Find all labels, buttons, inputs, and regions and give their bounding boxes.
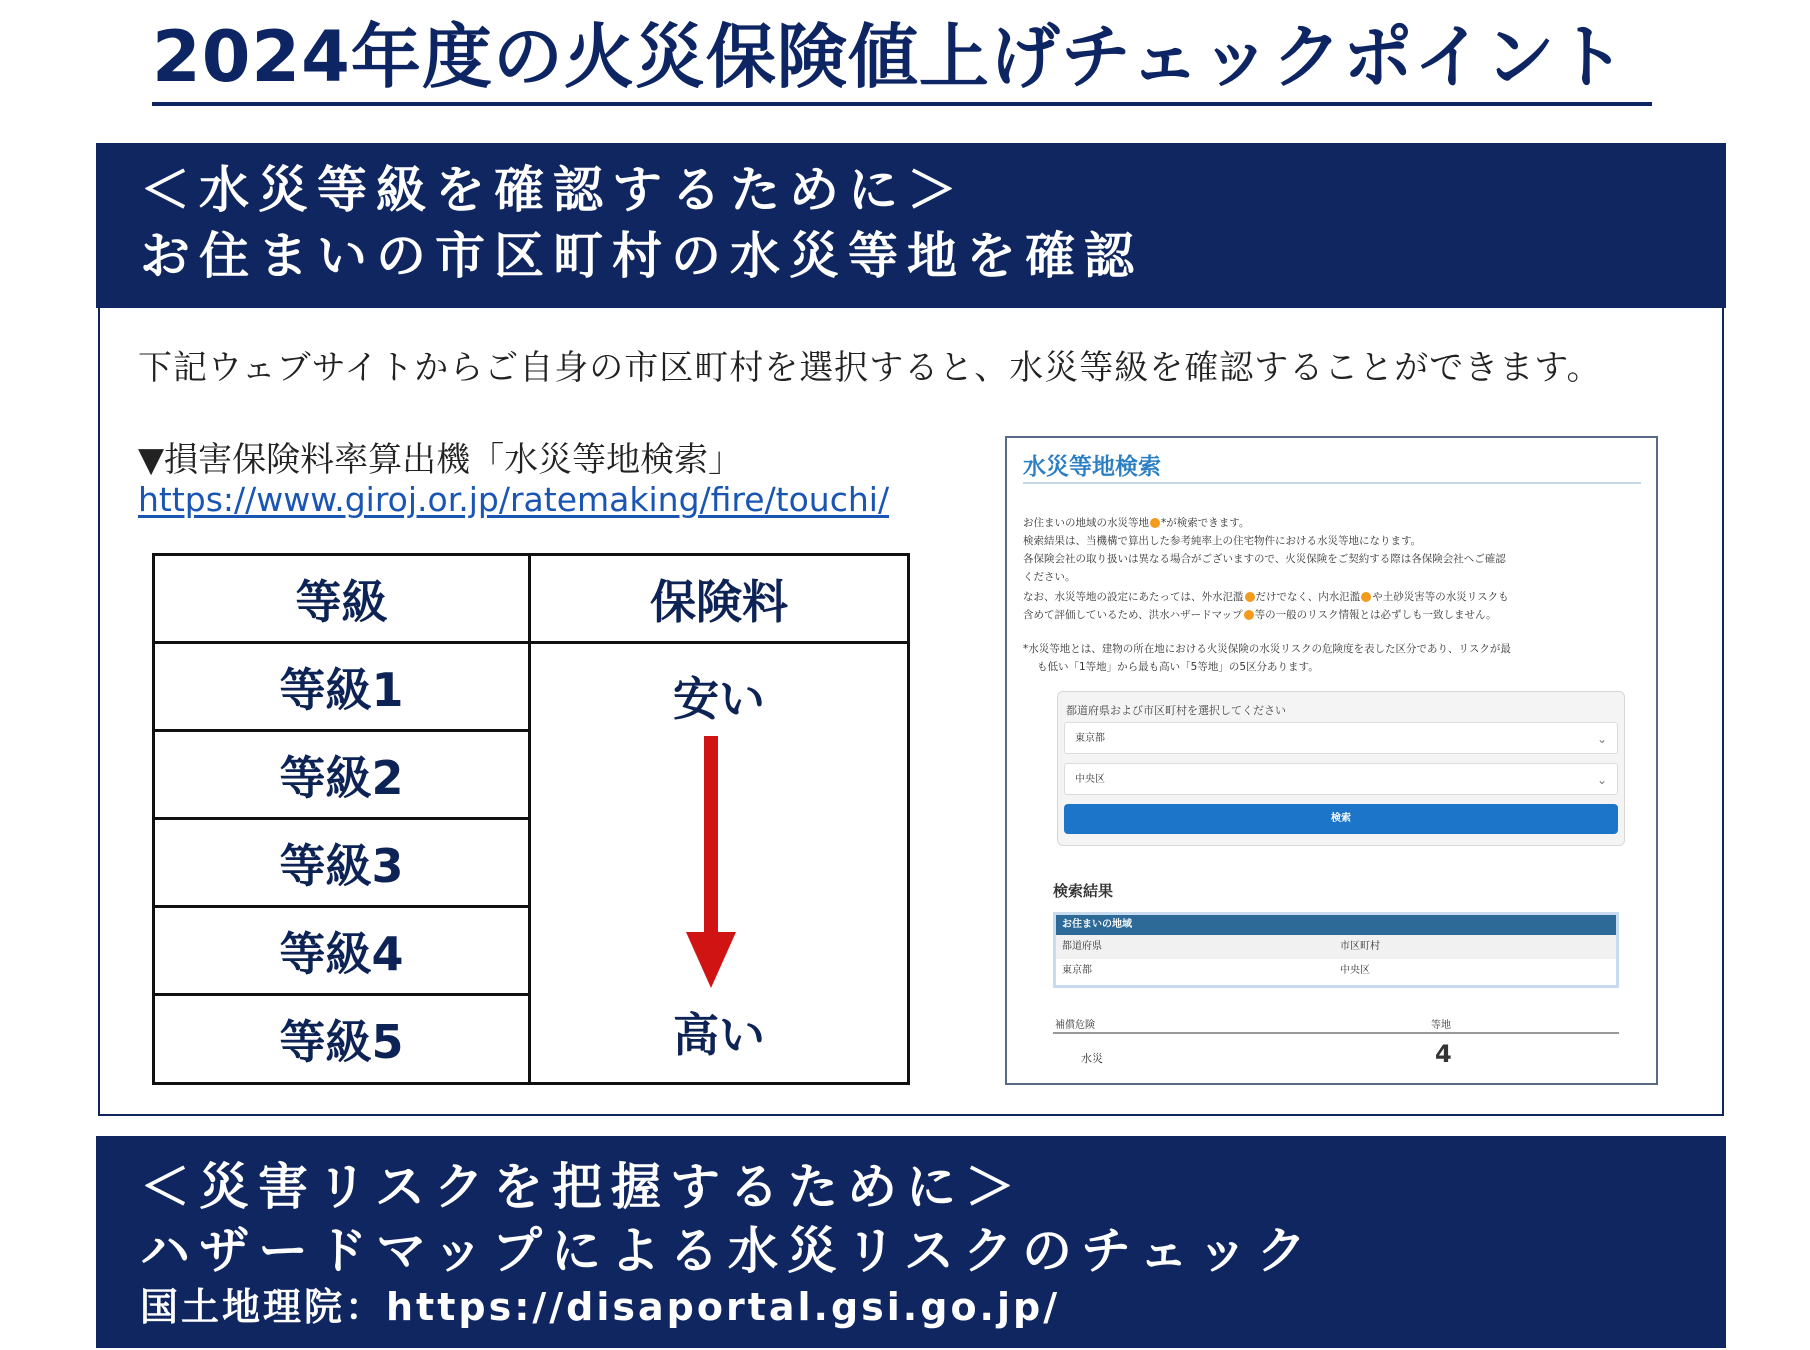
section2-heading-line1: ＜災害リスクを把握するために＞ <box>140 1158 1024 1216</box>
site-label: ▼損害保険料率算出機「水災等地検索」 <box>138 440 743 480</box>
row-pref: 東京都 <box>1062 965 1092 976</box>
arrow-down-icon <box>704 736 718 936</box>
section2-heading-line2: ハザードマップによる水災リスクのチェック <box>140 1222 1316 1280</box>
shot-note: も低い「1等地」から最も高い「5等地」の5区分あります。 <box>1037 661 1319 673</box>
shot-paragraph: なお、水災等地の設定にあたっては、外水氾濫 だけでなく、内水氾濫 や土砂災害等の水災リスクも <box>1023 591 1509 603</box>
risk-header: 補償危険 <box>1055 1020 1095 1031</box>
chevron-down-icon: ⌄ <box>1596 732 1607 746</box>
section1-banner <box>96 143 1726 308</box>
shot-paragraph: ください。 <box>1023 571 1076 583</box>
premium-low-label: 安い <box>673 672 765 726</box>
select-label: 都道府県および市区町村を選択してください <box>1066 704 1286 717</box>
prefecture-select[interactable]: 東京都 ⌄ <box>1064 722 1618 754</box>
intro-text: 下記ウェブサイトからご自身の市区町村を選択すると、水災等級を確認することができます。 <box>138 348 1602 388</box>
risk-name: 水災 <box>1081 1052 1103 1065</box>
section1-heading-line1: ＜水災等級を確認するために＞ <box>140 161 966 219</box>
shot-paragraph: お住まいの地域の水災等地 *が検索できます。 <box>1023 517 1250 529</box>
shot-paragraph: 含めて評価しているため、洪水ハザードマップ 等の一般のリスク情報とは必ずしも一致しません。 <box>1023 609 1497 621</box>
column-header-premium: 保険料 <box>650 574 788 629</box>
page-title: 2024年度の火災保険値上げチェックポイント <box>152 16 1627 98</box>
grade-table <box>152 553 910 1085</box>
chevron-down-icon: ⌄ <box>1596 773 1607 787</box>
title-underline <box>152 102 1652 106</box>
shot-title-divider <box>1023 482 1641 484</box>
grade-value: 4 <box>1435 1040 1452 1068</box>
grade-cell: 等級1 <box>279 662 404 717</box>
info-icon[interactable] <box>1361 592 1371 602</box>
info-icon[interactable] <box>1150 518 1160 528</box>
section2-source: 国土地理院：https://disaportal.gsi.go.jp/ <box>140 1285 1061 1329</box>
table-row <box>1056 935 1616 959</box>
column-header-grade: 等級 <box>295 574 388 629</box>
info-icon[interactable] <box>1244 610 1254 620</box>
search-site-screenshot <box>1005 436 1658 1085</box>
results-title: 検索結果 <box>1053 882 1114 900</box>
row-city: 中央区 <box>1340 965 1370 976</box>
grade-cell: 等級2 <box>279 750 404 805</box>
site-link[interactable]: https://www.giroj.or.jp/ratemaking/fire/touchi/ <box>138 480 890 519</box>
shot-note: *水災等地とは、建物の所在地における火災保険の水災リスクの危険度を表した区分であり、リスクが最 <box>1023 643 1511 655</box>
shot-title: 水災等地検索 <box>1023 454 1161 480</box>
arrow-head-icon <box>686 932 736 988</box>
grade-header: 等地 <box>1431 1020 1451 1031</box>
results-table-header: お住まいの地域 <box>1056 915 1616 935</box>
shot-paragraph: 検索結果は、当機構で算出した参考純率上の住宅物件における水災等地になります。 <box>1023 535 1422 547</box>
col-city-header: 市区町村 <box>1340 941 1380 952</box>
city-select[interactable]: 中央区 ⌄ <box>1064 763 1618 795</box>
grade-result-header <box>1053 1012 1619 1034</box>
search-form-panel <box>1057 691 1625 846</box>
shot-paragraph: 各保険会社の取り扱いは異なる場合がございますので、火災保険をご契約する際は各保険会社へご確認 <box>1023 553 1506 565</box>
grade-cell: 等級5 <box>279 1015 404 1069</box>
section2-banner <box>96 1136 1726 1348</box>
grade-cell: 等級4 <box>279 926 404 981</box>
grade-cell: 等級3 <box>279 838 404 893</box>
col-pref-header: 都道府県 <box>1062 941 1102 952</box>
table-row <box>1056 959 1616 983</box>
section1-heading-line2: お住まいの市区町村の水災等地を確認 <box>140 227 1143 285</box>
search-button[interactable]: 検索 <box>1064 804 1618 834</box>
info-icon[interactable] <box>1245 592 1255 602</box>
results-table <box>1053 912 1619 988</box>
grade-result-row <box>1053 1038 1619 1074</box>
premium-high-label: 高い <box>673 1008 765 1062</box>
